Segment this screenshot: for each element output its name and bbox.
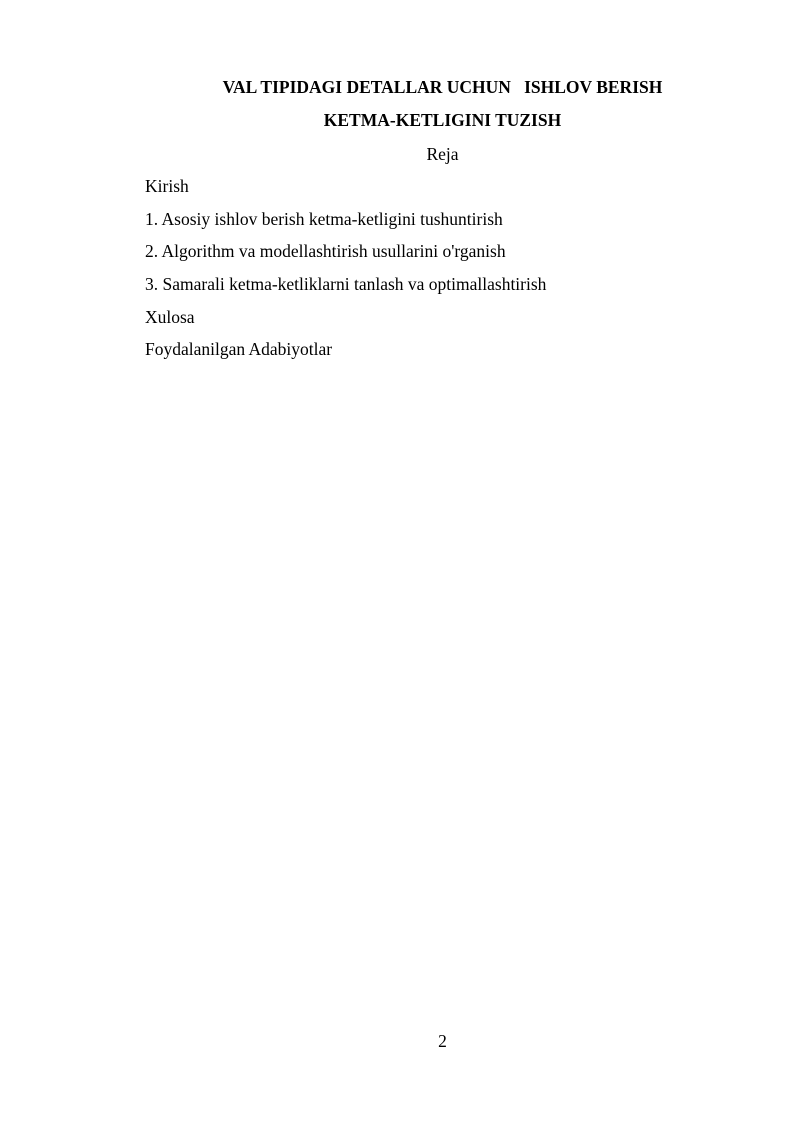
plan-item-1: 1. Asosiy ishlov berish ketma-ketligini tushuntirish: [145, 208, 503, 229]
plan-item-2: 2. Algorithm va modellashtirish usullarini o'rganish: [145, 241, 506, 262]
plan-item-references: Foydalanilgan Adabiyotlar: [145, 339, 333, 360]
plan-heading: Reja: [426, 144, 459, 164]
plan-item-introduction: Kirish: [145, 176, 189, 196]
plan-item-3: 3. Samarali ketma-ketliklarni tanlash va optimallashtirish: [145, 274, 547, 295]
plan-item-conclusion: Xulosa: [145, 306, 195, 327]
page-number: 2: [438, 1031, 447, 1051]
document-title-line-2: KETMA-KETLIGINI TUZISH: [323, 110, 562, 130]
document-title-line-1: VAL TIPIDAGI DETALLAR UCHUN ISHLOV BERISH: [222, 77, 663, 97]
plan-list: [145, 174, 546, 370]
